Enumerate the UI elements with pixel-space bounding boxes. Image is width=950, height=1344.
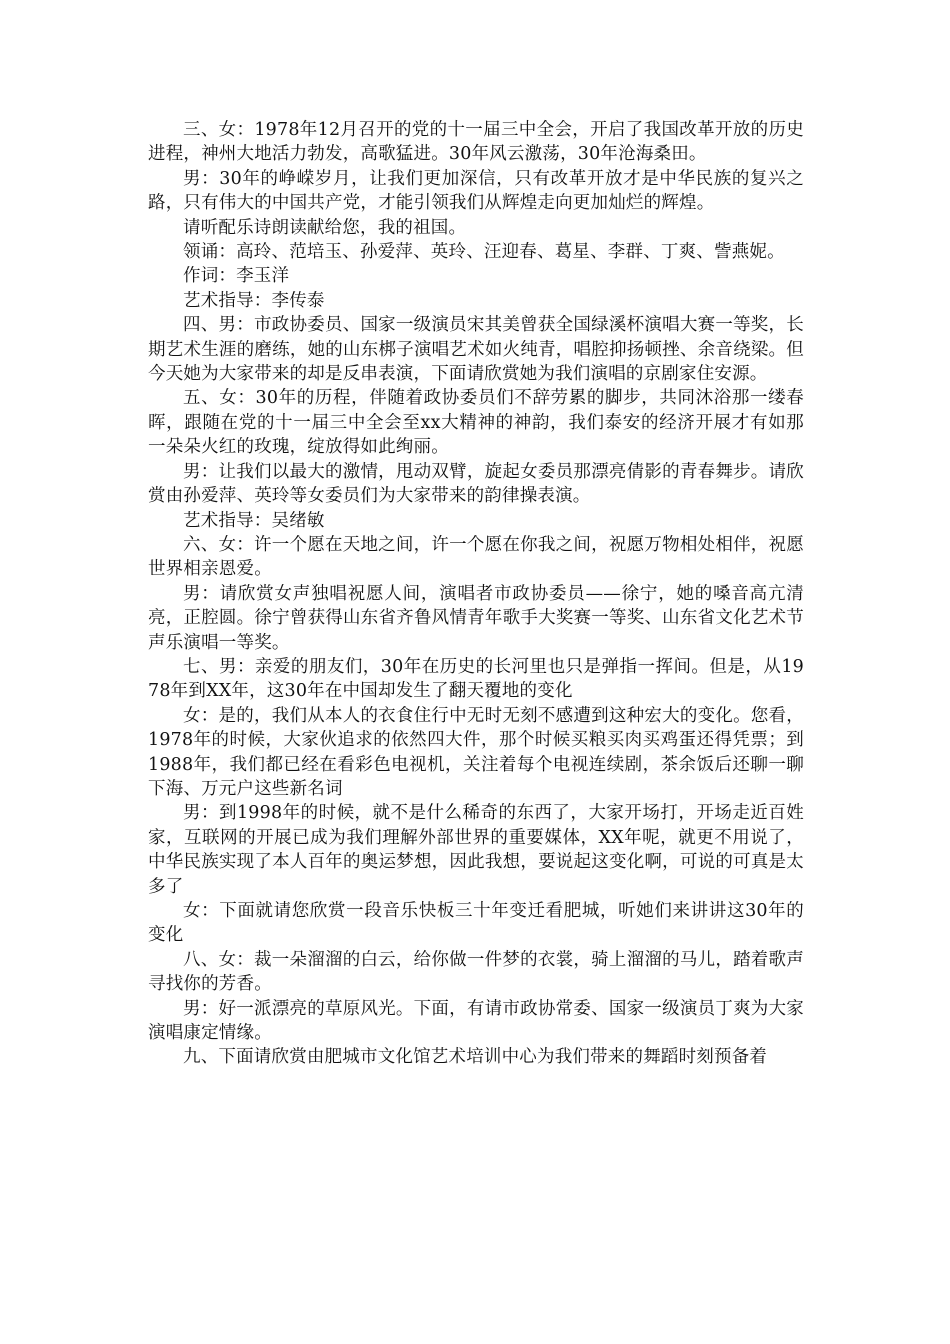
paragraph: 作词：李玉洋 bbox=[183, 266, 290, 287]
paragraph: 六、女：许一个愿在天地之间，许一个愿在你我之间，祝愿万物相处相伴，祝愿世界相亲恩爱。 bbox=[148, 534, 804, 580]
paragraph: 七、男：亲爱的朋友们，30年在历史的长河里也只是弹指一挥间。但是，从1978年到XX年，这30年在中国却发生了翻天覆地的变化 bbox=[148, 656, 804, 702]
paragraph: 男：请欣赏女声独唱祝愿人间，演唱者市政协委员——徐宁，她的嗓音高亢清亮，正腔圆。徐宁曾获得山东省齐鲁风情青年歌手大奖赛一等奖、山东省文化艺术节声乐演唱一等奖。 bbox=[148, 583, 804, 653]
paragraph: 女：是的，我们从本人的衣食住行中无时无刻不感遭到这种宏大的变化。您看，1978年的时候，大家伙追求的依然四大件，那个时候买粮买肉买鸡蛋还得凭票；到1988年，我们都已经在看彩色电视机，关注着每个电视连续剧，茶余饭后还聊一聊下海、万元户这些新名词 bbox=[148, 705, 804, 799]
document-body bbox=[148, 118, 804, 1070]
paragraph: 九、下面请欣赏由肥城市文化馆艺术培训中心为我们带来的舞蹈时刻预备着 bbox=[183, 1047, 768, 1068]
paragraph: 艺术指导：李传泰 bbox=[183, 290, 325, 311]
paragraph: 男：到1998年的时候，就不是什么稀奇的东西了，大家开场打，开场走近百姓家，互联网的开展已成为我们理解外部世界的重要媒体，XX年呢，就更不用说了，中华民族实现了本人百年的奥运梦想，因此我想，要说起这变化啊，可说的可真是太多了 bbox=[148, 803, 804, 897]
paragraph: 八、女：裁一朵溜溜的白云，给你做一件梦的衣裳，骑上溜溜的马儿，踏着歌声寻找你的芳香。 bbox=[148, 949, 804, 995]
paragraph: 男：好一派漂亮的草原风光。下面，有请市政协常委、国家一级演员丁爽为大家演唱康定情缘。 bbox=[148, 998, 804, 1044]
paragraph: 男：30年的峥嵘岁月，让我们更加深信，只有改革开放才是中华民族的复兴之路，只有伟大的中国共产党，才能引领我们从辉煌走向更加灿烂的辉煌。 bbox=[148, 168, 804, 214]
paragraph: 三、女：1978年12月召开的党的十一届三中全会，开启了我国改革开放的历史进程，神州大地活力勃发，高歌猛进。30年风云激荡，30年沧海桑田。 bbox=[148, 120, 804, 165]
paragraph: 男：让我们以最大的激情，甩动双臂，旋起女委员那漂亮倩影的青春舞步。请欣赏由孙爱萍、英玲等女委员们为大家带来的韵律操表演。 bbox=[148, 461, 804, 507]
paragraph: 请听配乐诗朗读献给您，我的祖国。 bbox=[183, 217, 467, 238]
paragraph: 艺术指导：吴绪敏 bbox=[183, 510, 325, 531]
paragraph: 五、女：30年的历程，伴随着政协委员们不辞劳累的脚步，共同沐浴那一缕春晖，跟随在党的十一届三中全会至xx大精神的神韵，我们泰安的经济开展才有如那一朵朵火红的玫瑰，绽放得如此绚丽。 bbox=[148, 388, 804, 458]
paragraph: 女：下面就请您欣赏一段音乐快板三十年变迁看肥城，听她们来讲讲这30年的变化 bbox=[148, 901, 804, 946]
paragraph: 领诵：高玲、范培玉、孙爱萍、英玲、汪迎春、葛星、李群、丁爽、訾燕妮。 bbox=[183, 242, 785, 263]
paragraph: 四、男：市政协委员、国家一级演员宋其美曾获全国绿溪杯演唱大赛一等奖，长期艺术生涯的磨练，她的山东梆子演唱艺术如火纯青，唱腔抑扬顿挫、余音绕梁。但今天她为大家带来的却是反串表演，下面请欣赏她为我们演唱的京剧家住安源。 bbox=[148, 315, 804, 385]
